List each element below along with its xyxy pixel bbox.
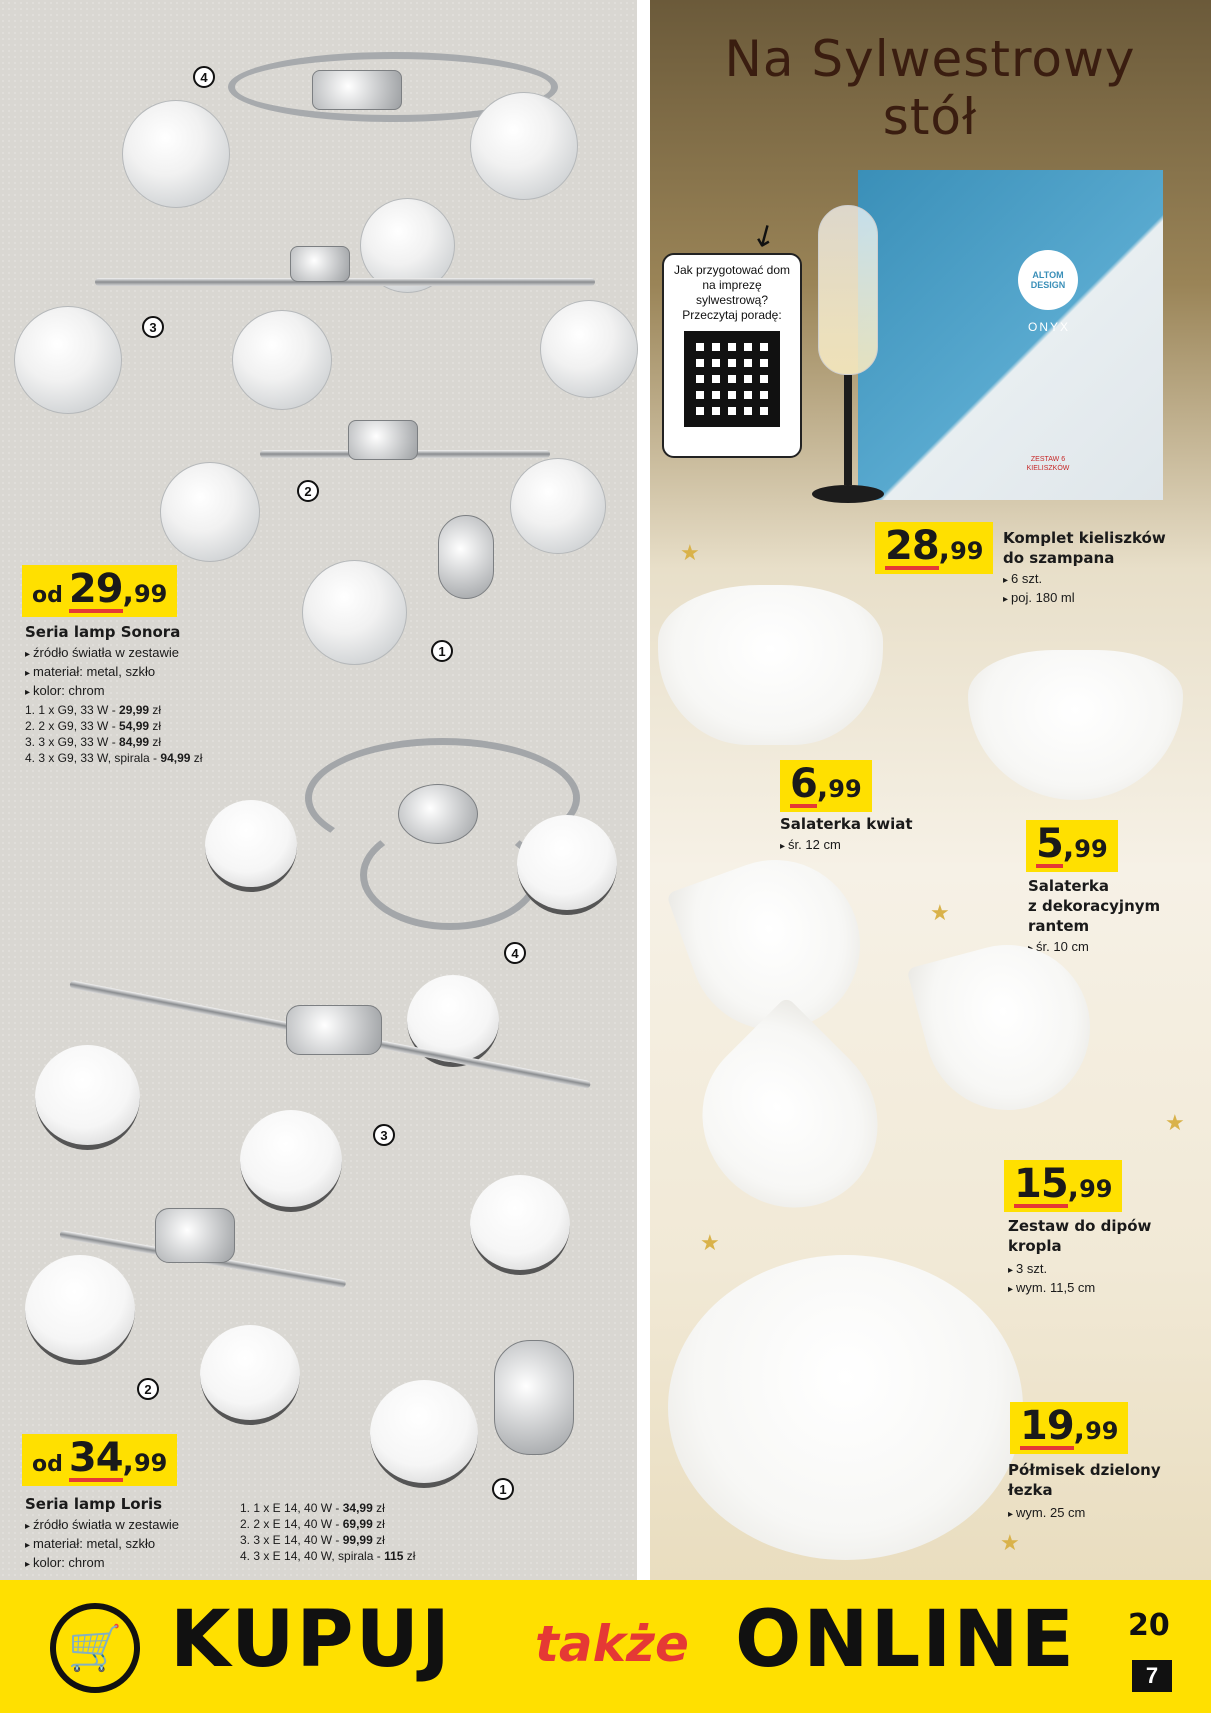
cart-icon[interactable]: 🛒 [50,1603,140,1693]
price-integer: 6 [790,761,817,807]
champagne-glass-image [818,205,878,505]
dip-set-attrs [1008,1260,1095,1298]
sonora-marker-1: 1 [431,640,453,662]
attr-item: ▸ 6 szt. [1003,570,1075,589]
page-number: 7 [1132,1660,1172,1692]
variant-row: 3. 3 x E 14, 40 W - 99,99 zł [240,1533,385,1547]
variant-row: 3. 3 x G9, 33 W - 84,99 zł [25,735,162,749]
qr-text: Jak przygotować dom na imprezę sylwestrową? Przeczytaj poradę: [673,263,791,322]
attr-item: ▸ źródło światła w zestawie [25,644,179,663]
loris-marker-1: 1 [492,1478,514,1500]
glasses-price-badge: 28 , 99 [875,522,993,574]
sonora-marker-2: 2 [297,480,319,502]
price-decimal: 99 [1079,1175,1113,1203]
panel-gap [637,0,650,1580]
loris-variants [240,1500,415,1564]
star-icon: ★ [1000,1530,1020,1555]
flower-bowl-attrs [780,836,841,855]
price-decimal: 99 [1074,835,1108,863]
loris-price-badge: od 34 , 99 [22,1434,177,1486]
box-line: ONYX [1028,320,1071,334]
attr-item: ▸ śr. 10 cm [1028,938,1089,957]
footer-kupuj: KUPUJ [170,1595,452,1685]
attr-item: ▸ 3 szt. [1008,1260,1095,1279]
platter-price-badge: 19 , 99 [1010,1402,1128,1454]
star-icon: ★ [700,1230,720,1255]
platter-name: Półmisek dzielony łezka [1008,1461,1161,1499]
attr-item: ▸ poj. 180 ml [1003,589,1075,608]
variant-row: 1. 1 x E 14, 40 W - 34,99 zł [240,1501,385,1515]
variant-row: 4. 3 x E 14, 40 W, spirala - 115 zł [240,1549,416,1563]
sonora-price-badge: od 29 , 99 [22,565,177,617]
attr-item: ▸ śr. 12 cm [780,836,841,855]
loris-marker-4: 4 [504,942,526,964]
price-integer: 28 [885,523,939,569]
advice-qr-card[interactable] [662,253,802,458]
glasses-attrs [1003,570,1075,608]
variant-row: 2. 2 x E 14, 40 W - 69,99 zł [240,1517,385,1531]
arrow-icon: ↙ [745,214,784,257]
price-decimal: 99 [133,580,168,608]
attr-item: ▸ materiał: metal, szkło [25,1535,179,1554]
footer-online: ONLINE [735,1595,1076,1685]
price-decimal: 99 [828,775,862,803]
sonora-name: Seria lamp Sonora [25,623,181,641]
attr-item: ▸ kolor: chrom [25,682,179,701]
variant-row: 2. 2 x G9, 33 W - 54,99 zł [25,719,162,733]
price-integer: 5 [1036,821,1063,867]
attr-item: ▸ wym. 25 cm [1008,1504,1085,1523]
attr-item: ▸ materiał: metal, szkło [25,663,179,682]
attr-item: ▸ wym. 11,5 cm [1008,1279,1095,1298]
star-icon: ★ [1165,1110,1185,1135]
glasses-box-image [858,170,1163,500]
flower-bowl-price-badge: 6 , 99 [780,760,872,812]
section-title: Na Sylwestrowy stół [724,30,1136,146]
platter-attrs [1008,1504,1085,1523]
price-prefix: od [32,1452,63,1477]
loris-name: Seria lamp Loris [25,1495,163,1513]
variant-row: 1. 1 x G9, 33 W - 29,99 zł [25,703,162,717]
box-set: ZESTAW 6 KIELISZKÓW [1026,456,1070,472]
sonora-marker-3: 3 [142,316,164,338]
platter-image [668,1255,1023,1560]
footer-takze: także [535,1615,689,1673]
deco-bowl-price-badge: 5 , 99 [1026,820,1118,872]
glasses-name: Komplet kieliszków do szampana [1003,529,1166,567]
price-prefix: od [32,583,63,608]
attr-item: ▸ źródło światła w zestawie [25,1516,179,1535]
store-logo: 20 [1128,1608,1170,1643]
box-brand: ALTOM DESIGN [1018,250,1078,310]
price-decimal: 99 [1085,1417,1119,1445]
price-integer: 15 [1014,1161,1068,1207]
star-icon: ★ [930,900,950,925]
price-integer: 29 [68,566,123,612]
flower-bowl-image [658,585,883,745]
variant-row: 4. 3 x G9, 33 W, spirala - 94,99 zł [25,751,203,765]
star-icon: ★ [680,540,700,565]
sonora-marker-4: 4 [193,66,215,88]
dip-set-price-badge: 15 , 99 [1004,1160,1122,1212]
loris-attrs [25,1516,179,1573]
loris-marker-2: 2 [137,1378,159,1400]
price-integer: 19 [1020,1403,1074,1449]
loris-marker-3: 3 [373,1124,395,1146]
price-integer: 34 [68,1435,123,1481]
deco-bowl-name: Salaterka z dekoracyjnym rantem [1028,877,1161,935]
attr-item: ▸ kolor: chrom [25,1554,179,1573]
price-decimal: 99 [133,1449,168,1477]
qr-code-icon[interactable] [684,331,780,427]
price-decimal: 99 [950,537,984,565]
dip-set-name: Zestaw do dipów kropla [1008,1217,1152,1255]
sonora-variants [25,702,202,766]
flower-bowl-name: Salaterka kwiat [780,815,913,833]
sonora-attrs [25,644,179,701]
